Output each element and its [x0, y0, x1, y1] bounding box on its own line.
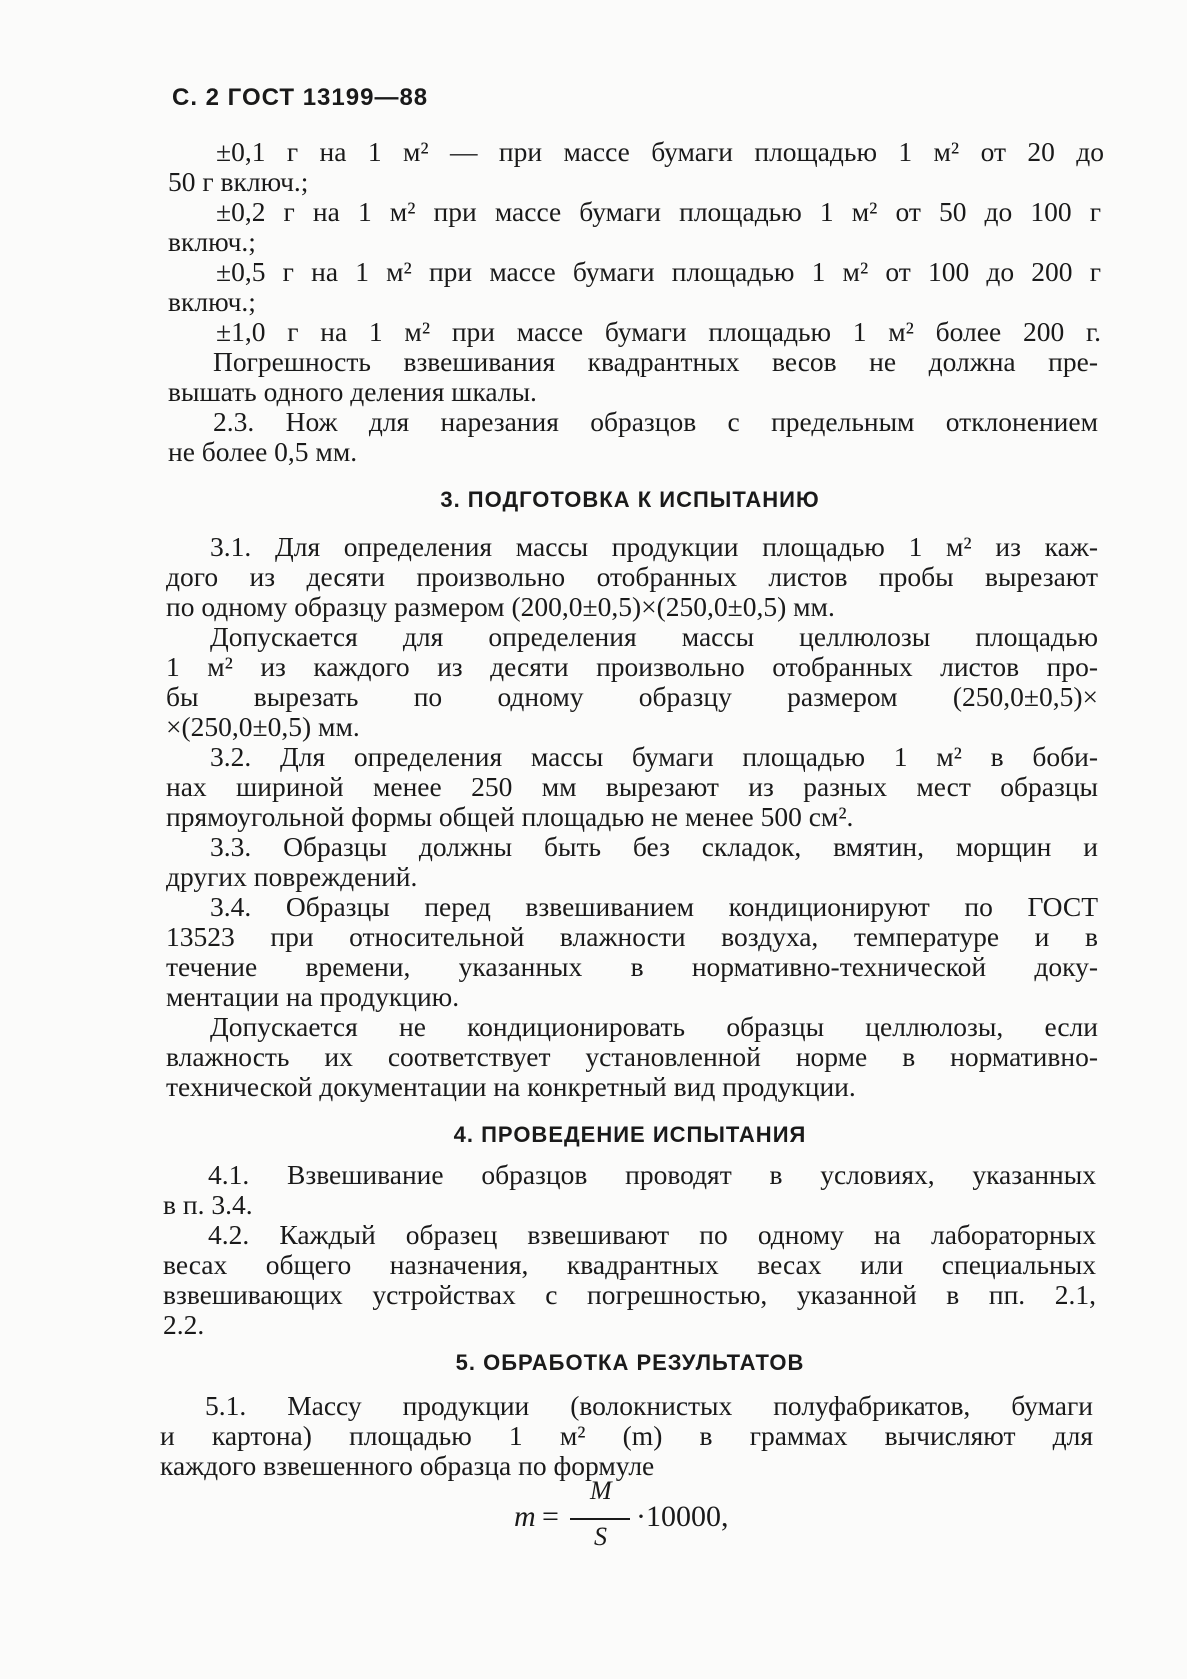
text-line: 4.2. Каждый образец взвешивают по одному на лабораторных — [208, 1219, 1096, 1250]
text-line: включ.; — [168, 226, 256, 257]
text-line: влажность их соответствует установленной норме в нормативно- — [166, 1041, 1098, 1072]
text-line: прямоугольной формы общей площадью не менее 500 см². — [166, 801, 854, 832]
text-line: 2.3. Нож для нарезания образцов с предельным отклонением — [213, 406, 1098, 437]
text-line: Допускается для определения массы целлюлозы площадью — [210, 621, 1098, 652]
text-line: 2.2. — [163, 1309, 205, 1340]
text-line: ментации на продукцию. — [166, 981, 460, 1012]
text-line: нах шириной менее 250 мм вырезают из разных мест образцы — [166, 771, 1098, 802]
section-heading: 4. ПРОВЕДЕНИЕ ИСПЫТАНИЯ — [453, 1122, 807, 1147]
text-line: в п. 3.4. — [163, 1189, 253, 1220]
text-line: ±0,2 г на 1 м² при массе бумаги площадью 1 м² от 50 до 100 г — [216, 196, 1101, 227]
text-line: вышать одного деления шкалы. — [168, 376, 537, 407]
text-line: не более 0,5 мм. — [168, 436, 358, 467]
text-line: 13523 при относительной влажности воздуха, температуре и в — [166, 921, 1098, 952]
formula-equals: = — [542, 1500, 559, 1533]
text-line: 4.1. Взвешивание образцов проводят в условиях, указанных — [208, 1159, 1096, 1190]
text-line: 3.1. Для определения массы продукции площадью 1 м² из каж- — [210, 531, 1098, 562]
text-line: включ.; — [168, 286, 256, 317]
text-line: ±1,0 г на 1 м² при массе бумаги площадью 1 м² более 200 г. — [216, 316, 1101, 347]
text-line: 3.4. Образцы перед взвешиванием кондиционируют по ГОСТ — [210, 891, 1098, 922]
text-line: ×(250,0±0,5) мм. — [166, 711, 360, 742]
text-line: дого из десяти произвольно отобранных листов пробы вырезают — [166, 561, 1098, 592]
text-line: взвешивающих устройствах с погрешностью, указанной в пп. 2.1, — [163, 1279, 1096, 1310]
text-line: ±0,5 г на 1 м² при массе бумаги площадью 1 м² от 100 до 200 г — [216, 256, 1101, 287]
text-line: каждого взвешенного образца по формуле — [160, 1450, 655, 1481]
page-header: С. 2 ГОСТ 13199—88 — [172, 84, 429, 111]
text-line: и картона) площадью 1 м² (m) в граммах вычисляют для — [160, 1420, 1093, 1451]
text-line: Допускается не кондиционировать образцы целлюлозы, если — [210, 1011, 1098, 1042]
formula-numerator: M — [590, 1476, 612, 1505]
text-line: технической документации на конкретный вид продукции. — [166, 1071, 856, 1102]
text-line: других повреждений. — [166, 861, 418, 892]
formula-multiplier: ·10000, — [636, 1500, 729, 1533]
text-line: 3.3. Образцы должны быть без складок, вмятин, морщин и — [210, 831, 1098, 862]
fraction-bar — [570, 1518, 630, 1520]
text-line: бы вырезать по одному образцу размером (250,0±0,5)× — [166, 681, 1098, 712]
text-line: весах общего назначения, квадрантных весах или специальных — [163, 1249, 1096, 1280]
text-line: 5.1. Массу продукции (волокнистых полуфабрикатов, бумаги — [205, 1390, 1093, 1421]
section-heading: 3. ПОДГОТОВКА К ИСПЫТАНИЮ — [440, 487, 820, 512]
formula-lhs: m — [514, 1500, 536, 1533]
text-line: 1 м² из каждого из десяти произвольно отобранных листов про- — [166, 651, 1098, 682]
text-line: 50 г включ.; — [168, 166, 309, 197]
text-line: Погрешность взвешивания квадрантных весов не должна пре- — [213, 346, 1098, 377]
section-heading: 5. ОБРАБОТКА РЕЗУЛЬТАТОВ — [455, 1350, 805, 1375]
text-line: по одному образцу размером (200,0±0,5)×(250,0±0,5) мм. — [166, 591, 835, 622]
mass-formula — [514, 1478, 774, 1558]
text-line: течение времени, указанных в нормативно-технической доку- — [166, 951, 1098, 982]
formula-denominator: S — [594, 1522, 607, 1551]
text-line: ±0,1 г на 1 м² — при массе бумаги площадью 1 м² от 20 до — [216, 136, 1104, 167]
text-line: 3.2. Для определения массы бумаги площадью 1 м² в боби- — [210, 741, 1098, 772]
